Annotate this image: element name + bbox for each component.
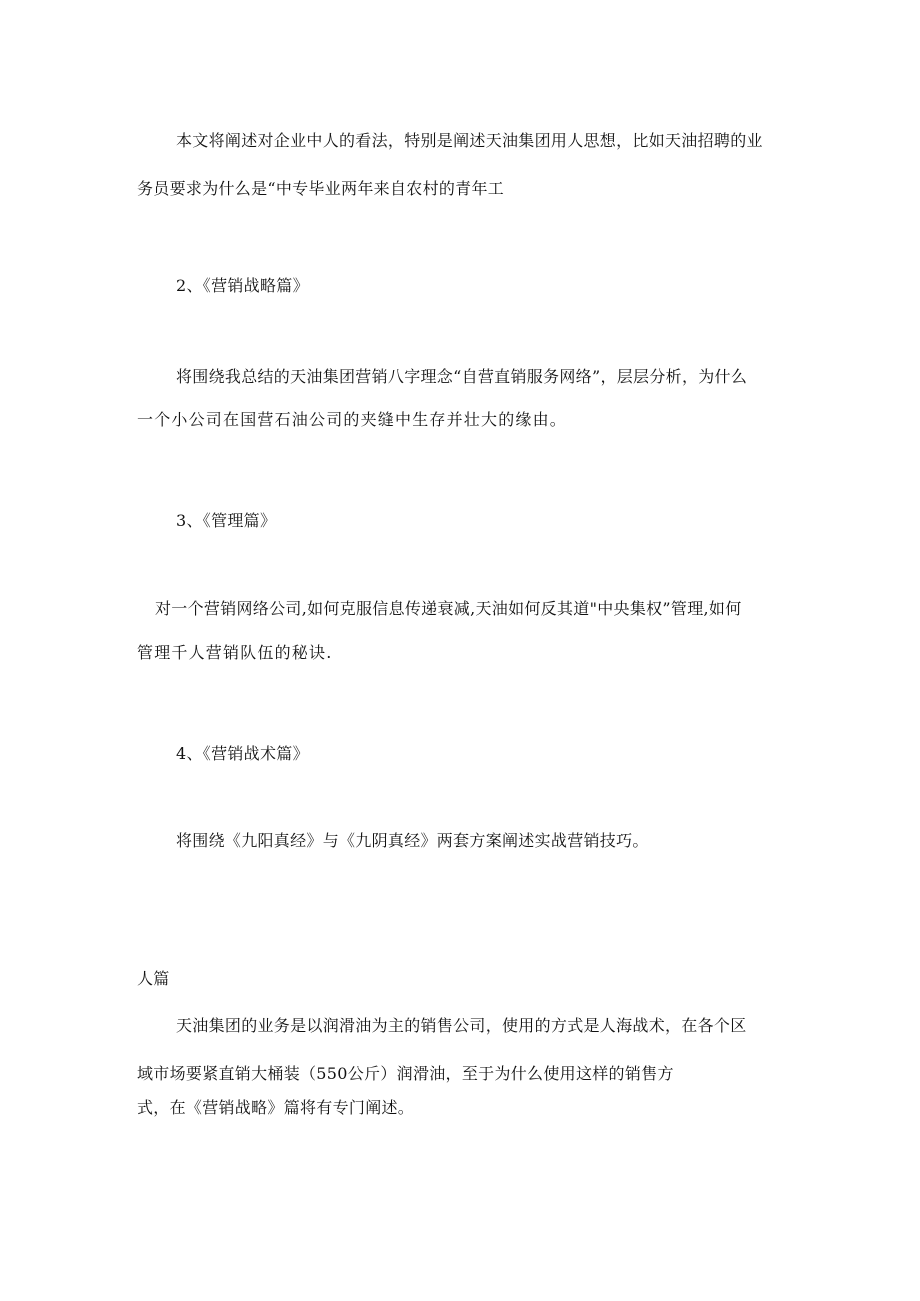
- section-4-line-1: 将围绕《九阳真经》与《九阴真经》两套方案阐述实战营销技巧。: [176, 831, 649, 850]
- people-line-3: 式，在《营销战略》篇将有专门阐述。: [137, 1098, 415, 1117]
- intro-line-2: 务员要求为什么是“中专毕业两年来自农村的青年工: [137, 179, 505, 198]
- section-3-line-1: 对一个营销网络公司,如何克服信息传递衰减,天油如何反其道"中央集权”管理,如何: [155, 599, 742, 618]
- section-2-heading: 2、《营销战略篇》: [176, 276, 309, 295]
- people-heading: 人篇: [137, 969, 170, 988]
- section-3-line-2: 管理千人营销队伍的秘诀.: [137, 643, 333, 662]
- section-2-line-1: 将围绕我总结的天油集团营销八字理念“自营直销服务网络”，层层分析，为什么: [176, 367, 748, 386]
- intro-line-1: 本文将阐述对企业中人的看法，特别是阐述天油集团用人思想，比如天油招聘的业: [176, 131, 763, 150]
- people-line-1: 天油集团的业务是以润滑油为主的销售公司，使用的方式是人海战术，在各个区: [176, 1016, 747, 1035]
- people-line-2: 域市场要紧直销大桶装（550公斤）润滑油，至于为什么使用这样的销售方: [137, 1064, 674, 1083]
- section-3-heading: 3、《管理篇》: [176, 511, 277, 530]
- section-2-line-2: 一个小公司在国营石油公司的夹缝中生存并壮大的缘由。: [137, 410, 568, 429]
- section-4-heading: 4、《营销战术篇》: [176, 744, 309, 763]
